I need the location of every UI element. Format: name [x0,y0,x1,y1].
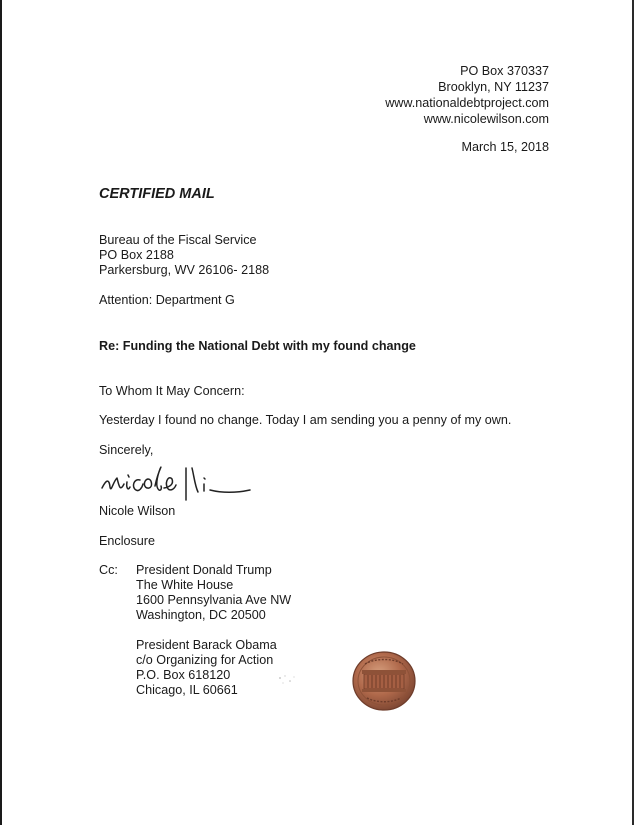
cc-recipient [136,638,277,698]
cc-recipient-line: 1600 Pennsylvania Ave NW [136,593,292,607]
letter-date: March 15, 2018 [461,140,549,154]
cc-recipient [136,563,291,623]
return-address [385,63,549,127]
cc-recipient-line: Washington, DC 20500 [136,608,266,622]
cc-recipient-line: c/o Organizing for Action [136,653,274,667]
sender-website-1: www.nationaldebtproject.com [385,96,549,110]
cc-recipient-name: President Barack Obama [136,638,277,652]
sender-po-box: PO Box 370337 [460,64,549,78]
subject-line: Re: Funding the National Debt with my found change [99,339,416,353]
recipient-name: Bureau of the Fiscal Service [99,233,257,247]
recipient-address [99,233,269,278]
letter-body: Yesterday I found no change. Today I am sending you a penny of my own. [99,413,512,427]
recipient-po-box: PO Box 2188 [99,248,174,262]
salutation: To Whom It May Concern: [99,384,245,398]
mail-type-heading: CERTIFIED MAIL [99,186,215,202]
page-edge-right [632,0,634,825]
attention-line: Attention: Department G [99,293,235,307]
closing: Sincerely, [99,443,154,457]
signer-name: Nicole Wilson [99,504,176,518]
cc-recipient-line: The White House [136,578,234,592]
page-edge-left [0,0,2,825]
tape-smudge [276,672,298,691]
cc-recipient-name: President Donald Trump [136,563,272,577]
cc-recipient-line: Chicago, IL 60661 [136,683,238,697]
enclosure-note: Enclosure [99,534,156,548]
sender-website-2: www.nicolewilson.com [423,112,549,126]
sender-city: Brooklyn, NY 11237 [438,80,549,94]
handwritten-signature [100,460,260,507]
penny-coin [351,650,417,715]
cc-label: Cc: [99,563,118,577]
recipient-city: Parkersburg, WV 26106- 2188 [99,263,270,277]
cc-recipient-line: P.O. Box 618120 [136,668,231,682]
